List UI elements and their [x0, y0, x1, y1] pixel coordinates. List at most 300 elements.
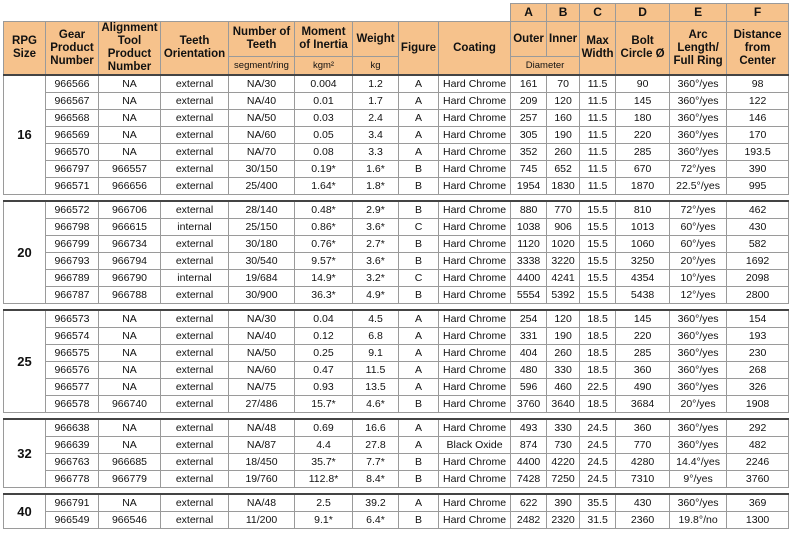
alignment-tool-cell: 966546 — [99, 512, 161, 529]
weight-cell: 7.7* — [353, 454, 399, 471]
max-width-cell: 15.5 — [580, 287, 616, 304]
figure-cell: B — [399, 161, 439, 178]
alignment-tool-cell: NA — [99, 110, 161, 127]
teeth-orientation-cell: external — [161, 471, 229, 488]
coating-cell: Hard Chrome — [439, 454, 511, 471]
coating-cell: Hard Chrome — [439, 144, 511, 161]
weight-cell: 2.7* — [353, 236, 399, 253]
max-width-cell: 11.5 — [580, 178, 616, 195]
rpg-size-cell: 40 — [4, 494, 46, 529]
alignment-tool-cell: NA — [99, 75, 161, 93]
moment-of-inertia-cell: 15.7* — [295, 396, 353, 413]
header-arc-length: Arc Length/ Full Ring — [670, 22, 727, 76]
inner-diameter-cell: 160 — [547, 110, 580, 127]
inner-diameter-cell: 330 — [547, 419, 580, 437]
moment-of-inertia-cell: 36.3* — [295, 287, 353, 304]
outer-diameter-cell: 1038 — [511, 219, 547, 236]
moment-of-inertia-cell: 0.48* — [295, 201, 353, 219]
inner-diameter-cell: 390 — [547, 494, 580, 512]
letter-c: C — [580, 4, 616, 22]
moment-of-inertia-cell: 0.76* — [295, 236, 353, 253]
figure-cell: B — [399, 201, 439, 219]
table-body — [4, 75, 789, 529]
alignment-tool-cell: 966734 — [99, 236, 161, 253]
alignment-tool-cell: 966788 — [99, 287, 161, 304]
table-row — [4, 253, 789, 270]
weight-cell: 3.3 — [353, 144, 399, 161]
outer-diameter-cell: 622 — [511, 494, 547, 512]
gear-product-cell: 966567 — [46, 93, 99, 110]
distance-center-cell: 1692 — [727, 253, 789, 270]
number-of-teeth-cell: NA/30 — [229, 310, 295, 328]
distance-center-cell: 193 — [727, 328, 789, 345]
weight-cell: 11.5 — [353, 362, 399, 379]
alignment-tool-cell: NA — [99, 419, 161, 437]
coating-cell: Hard Chrome — [439, 362, 511, 379]
outer-diameter-cell: 331 — [511, 328, 547, 345]
distance-center-cell: 154 — [727, 310, 789, 328]
max-width-cell: 35.5 — [580, 494, 616, 512]
gear-product-cell: 966639 — [46, 437, 99, 454]
table-row — [4, 127, 789, 144]
inner-diameter-cell: 70 — [547, 75, 580, 93]
arc-length-cell: 360°/yes — [670, 75, 727, 93]
alignment-tool-cell: NA — [99, 93, 161, 110]
coating-cell: Hard Chrome — [439, 219, 511, 236]
arc-length-cell: 360°/yes — [670, 110, 727, 127]
inner-diameter-cell: 190 — [547, 328, 580, 345]
distance-center-cell: 462 — [727, 201, 789, 219]
table-row — [4, 328, 789, 345]
moment-of-inertia-cell: 0.12 — [295, 328, 353, 345]
moment-of-inertia-cell: 0.01 — [295, 93, 353, 110]
moment-of-inertia-cell: 2.5 — [295, 494, 353, 512]
figure-cell: A — [399, 310, 439, 328]
table-row — [4, 494, 789, 512]
inner-diameter-cell: 7250 — [547, 471, 580, 488]
outer-diameter-cell: 209 — [511, 93, 547, 110]
table-row — [4, 287, 789, 304]
coating-cell: Hard Chrome — [439, 178, 511, 195]
coating-cell: Hard Chrome — [439, 328, 511, 345]
outer-diameter-cell: 1120 — [511, 236, 547, 253]
teeth-orientation-cell: external — [161, 310, 229, 328]
weight-cell: 9.1 — [353, 345, 399, 362]
outer-diameter-cell: 7428 — [511, 471, 547, 488]
figure-cell: A — [399, 110, 439, 127]
bolt-circle-cell: 145 — [616, 93, 670, 110]
weight-cell: 1.8* — [353, 178, 399, 195]
gear-product-cell: 966566 — [46, 75, 99, 93]
inner-diameter-cell: 2320 — [547, 512, 580, 529]
coating-cell: Hard Chrome — [439, 253, 511, 270]
coating-cell: Hard Chrome — [439, 127, 511, 144]
weight-cell: 1.6* — [353, 161, 399, 178]
outer-diameter-cell: 305 — [511, 127, 547, 144]
moment-of-inertia-cell: 0.08 — [295, 144, 353, 161]
bolt-circle-cell: 4354 — [616, 270, 670, 287]
weight-cell: 4.9* — [353, 287, 399, 304]
header-inner: Inner — [547, 22, 580, 57]
teeth-orientation-cell: external — [161, 379, 229, 396]
teeth-orientation-cell: external — [161, 75, 229, 93]
figure-cell: A — [399, 127, 439, 144]
table-row — [4, 437, 789, 454]
distance-center-cell: 292 — [727, 419, 789, 437]
bolt-circle-cell: 145 — [616, 310, 670, 328]
outer-diameter-cell: 596 — [511, 379, 547, 396]
number-of-teeth-cell: 30/900 — [229, 287, 295, 304]
inner-diameter-cell: 120 — [547, 310, 580, 328]
teeth-orientation-cell: external — [161, 345, 229, 362]
table-row — [4, 75, 789, 93]
letter-f: F — [727, 4, 789, 22]
distance-center-cell: 146 — [727, 110, 789, 127]
table-row — [4, 161, 789, 178]
bolt-circle-cell: 1870 — [616, 178, 670, 195]
teeth-orientation-cell: external — [161, 419, 229, 437]
weight-cell: 3.2* — [353, 270, 399, 287]
table-row — [4, 219, 789, 236]
outer-diameter-cell: 745 — [511, 161, 547, 178]
outer-diameter-cell: 161 — [511, 75, 547, 93]
gear-product-cell: 966763 — [46, 454, 99, 471]
coating-cell: Hard Chrome — [439, 93, 511, 110]
alignment-tool-cell: 966685 — [99, 454, 161, 471]
max-width-cell: 24.5 — [580, 471, 616, 488]
alignment-tool-cell: NA — [99, 345, 161, 362]
moment-of-inertia-cell: 0.04 — [295, 310, 353, 328]
figure-cell: A — [399, 362, 439, 379]
moment-of-inertia-cell: 0.25 — [295, 345, 353, 362]
outer-diameter-cell: 493 — [511, 419, 547, 437]
unit-moment: kgm² — [295, 57, 353, 75]
number-of-teeth-cell: NA/60 — [229, 127, 295, 144]
moment-of-inertia-cell: 0.03 — [295, 110, 353, 127]
table-row — [4, 396, 789, 413]
inner-diameter-cell: 5392 — [547, 287, 580, 304]
gear-product-cell: 966778 — [46, 471, 99, 488]
moment-of-inertia-cell: 0.93 — [295, 379, 353, 396]
header-alignment-tool: Alignment Tool Product Number — [99, 22, 161, 76]
table-row — [4, 93, 789, 110]
bolt-circle-cell: 90 — [616, 75, 670, 93]
bolt-circle-cell: 5438 — [616, 287, 670, 304]
moment-of-inertia-cell: 0.004 — [295, 75, 353, 93]
number-of-teeth-cell: 25/400 — [229, 178, 295, 195]
max-width-cell: 11.5 — [580, 75, 616, 93]
table-header — [4, 4, 789, 76]
header-weight: Weight — [353, 22, 399, 57]
max-width-cell: 18.5 — [580, 345, 616, 362]
number-of-teeth-cell: 19/760 — [229, 471, 295, 488]
alignment-tool-cell: NA — [99, 437, 161, 454]
moment-of-inertia-cell: 1.64* — [295, 178, 353, 195]
gear-product-cell: 966571 — [46, 178, 99, 195]
gear-product-cell: 966568 — [46, 110, 99, 127]
distance-center-cell: 1908 — [727, 396, 789, 413]
distance-center-cell: 995 — [727, 178, 789, 195]
teeth-orientation-cell: external — [161, 512, 229, 529]
alignment-tool-cell: 966790 — [99, 270, 161, 287]
inner-diameter-cell: 460 — [547, 379, 580, 396]
distance-center-cell: 430 — [727, 219, 789, 236]
max-width-cell: 18.5 — [580, 310, 616, 328]
weight-cell: 3.6* — [353, 253, 399, 270]
arc-length-cell: 60°/yes — [670, 236, 727, 253]
outer-diameter-cell: 257 — [511, 110, 547, 127]
figure-cell: B — [399, 178, 439, 195]
alignment-tool-cell: 966656 — [99, 178, 161, 195]
teeth-orientation-cell: internal — [161, 270, 229, 287]
inner-diameter-cell: 4220 — [547, 454, 580, 471]
coating-cell: Hard Chrome — [439, 396, 511, 413]
gear-product-cell: 966798 — [46, 219, 99, 236]
coating-cell: Hard Chrome — [439, 345, 511, 362]
number-of-teeth-cell: NA/60 — [229, 362, 295, 379]
weight-cell: 13.5 — [353, 379, 399, 396]
coating-cell: Hard Chrome — [439, 110, 511, 127]
max-width-cell: 24.5 — [580, 454, 616, 471]
teeth-orientation-cell: external — [161, 201, 229, 219]
moment-of-inertia-cell: 0.86* — [295, 219, 353, 236]
number-of-teeth-cell: 30/540 — [229, 253, 295, 270]
weight-cell: 2.9* — [353, 201, 399, 219]
alignment-tool-cell: 966615 — [99, 219, 161, 236]
table-row — [4, 419, 789, 437]
outer-diameter-cell: 3338 — [511, 253, 547, 270]
number-of-teeth-cell: 19/684 — [229, 270, 295, 287]
arc-length-cell: 360°/yes — [670, 310, 727, 328]
bolt-circle-cell: 360 — [616, 419, 670, 437]
bolt-circle-cell: 670 — [616, 161, 670, 178]
alignment-tool-cell: NA — [99, 328, 161, 345]
alignment-tool-cell: 966740 — [99, 396, 161, 413]
arc-length-cell: 360°/yes — [670, 345, 727, 362]
coating-cell: Hard Chrome — [439, 201, 511, 219]
arc-length-cell: 360°/yes — [670, 437, 727, 454]
inner-diameter-cell: 120 — [547, 93, 580, 110]
header-spacer — [4, 4, 511, 22]
figure-cell: B — [399, 253, 439, 270]
figure-cell: B — [399, 396, 439, 413]
outer-diameter-cell: 2482 — [511, 512, 547, 529]
distance-center-cell: 2098 — [727, 270, 789, 287]
bolt-circle-cell: 285 — [616, 144, 670, 161]
teeth-orientation-cell: external — [161, 494, 229, 512]
table-row — [4, 144, 789, 161]
inner-diameter-cell: 3640 — [547, 396, 580, 413]
alignment-tool-cell: NA — [99, 494, 161, 512]
outer-diameter-cell: 5554 — [511, 287, 547, 304]
number-of-teeth-cell: 30/180 — [229, 236, 295, 253]
header-bolt-circle: Bolt Circle Ø — [616, 22, 670, 76]
coating-cell: Hard Chrome — [439, 512, 511, 529]
unit-diameter: Diameter — [511, 57, 580, 75]
moment-of-inertia-cell: 4.4 — [295, 437, 353, 454]
inner-diameter-cell: 260 — [547, 345, 580, 362]
inner-diameter-cell: 730 — [547, 437, 580, 454]
header-rpg-size: RPG Size — [4, 22, 46, 76]
inner-diameter-cell: 770 — [547, 201, 580, 219]
arc-length-cell: 360°/yes — [670, 93, 727, 110]
arc-length-cell: 60°/yes — [670, 219, 727, 236]
alignment-tool-cell: NA — [99, 127, 161, 144]
number-of-teeth-cell: 11/200 — [229, 512, 295, 529]
alignment-tool-cell: 966794 — [99, 253, 161, 270]
figure-cell: C — [399, 270, 439, 287]
bolt-circle-cell: 285 — [616, 345, 670, 362]
max-width-cell: 11.5 — [580, 110, 616, 127]
weight-cell: 27.8 — [353, 437, 399, 454]
table-row — [4, 270, 789, 287]
number-of-teeth-cell: NA/50 — [229, 345, 295, 362]
number-of-teeth-cell: NA/48 — [229, 419, 295, 437]
arc-length-cell: 20°/yes — [670, 396, 727, 413]
header-moment-of-inertia: Moment of Inertia — [295, 22, 353, 57]
figure-cell: B — [399, 236, 439, 253]
gear-product-cell: 966787 — [46, 287, 99, 304]
figure-cell: A — [399, 345, 439, 362]
unit-number-of-teeth: segment/ring — [229, 57, 295, 75]
bolt-circle-cell: 1013 — [616, 219, 670, 236]
distance-center-cell: 482 — [727, 437, 789, 454]
table-row — [4, 512, 789, 529]
gear-product-cell: 966791 — [46, 494, 99, 512]
figure-cell: A — [399, 93, 439, 110]
distance-center-cell: 98 — [727, 75, 789, 93]
outer-diameter-cell: 880 — [511, 201, 547, 219]
figure-cell: B — [399, 471, 439, 488]
gear-product-cell: 966577 — [46, 379, 99, 396]
distance-center-cell: 2246 — [727, 454, 789, 471]
weight-cell: 4.5 — [353, 310, 399, 328]
header-coating: Coating — [439, 22, 511, 76]
letter-row — [4, 4, 789, 22]
alignment-tool-cell: NA — [99, 144, 161, 161]
bolt-circle-cell: 3684 — [616, 396, 670, 413]
teeth-orientation-cell: external — [161, 178, 229, 195]
figure-cell: C — [399, 219, 439, 236]
arc-length-cell: 14.4°/yes — [670, 454, 727, 471]
outer-diameter-cell: 480 — [511, 362, 547, 379]
max-width-cell: 24.5 — [580, 419, 616, 437]
number-of-teeth-cell: 28/140 — [229, 201, 295, 219]
max-width-cell: 22.5 — [580, 379, 616, 396]
table-row — [4, 201, 789, 219]
max-width-cell: 18.5 — [580, 328, 616, 345]
coating-cell: Hard Chrome — [439, 270, 511, 287]
outer-diameter-cell: 404 — [511, 345, 547, 362]
distance-center-cell: 2800 — [727, 287, 789, 304]
weight-cell: 8.4* — [353, 471, 399, 488]
max-width-cell: 15.5 — [580, 219, 616, 236]
max-width-cell: 11.5 — [580, 93, 616, 110]
weight-cell: 1.7 — [353, 93, 399, 110]
alignment-tool-cell: 966557 — [99, 161, 161, 178]
distance-center-cell: 326 — [727, 379, 789, 396]
table-row — [4, 110, 789, 127]
moment-of-inertia-cell: 35.7* — [295, 454, 353, 471]
weight-cell: 3.6* — [353, 219, 399, 236]
table-row — [4, 345, 789, 362]
max-width-cell: 15.5 — [580, 236, 616, 253]
outer-diameter-cell: 874 — [511, 437, 547, 454]
alignment-tool-cell: 966779 — [99, 471, 161, 488]
max-width-cell: 31.5 — [580, 512, 616, 529]
gear-product-cell: 966789 — [46, 270, 99, 287]
arc-length-cell: 22.5°/yes — [670, 178, 727, 195]
teeth-orientation-cell: internal — [161, 219, 229, 236]
distance-center-cell: 170 — [727, 127, 789, 144]
number-of-teeth-cell: NA/50 — [229, 110, 295, 127]
bolt-circle-cell: 4280 — [616, 454, 670, 471]
coating-cell: Hard Chrome — [439, 236, 511, 253]
moment-of-inertia-cell: 112.8* — [295, 471, 353, 488]
outer-diameter-cell: 3760 — [511, 396, 547, 413]
header-max-width: Max Width — [580, 22, 616, 76]
distance-center-cell: 369 — [727, 494, 789, 512]
inner-diameter-cell: 260 — [547, 144, 580, 161]
distance-center-cell: 268 — [727, 362, 789, 379]
rpg-size-cell: 32 — [4, 419, 46, 488]
max-width-cell: 11.5 — [580, 127, 616, 144]
bolt-circle-cell: 360 — [616, 362, 670, 379]
table-row — [4, 471, 789, 488]
arc-length-cell: 360°/yes — [670, 494, 727, 512]
coating-cell: Hard Chrome — [439, 75, 511, 93]
number-of-teeth-cell: NA/87 — [229, 437, 295, 454]
distance-center-cell: 582 — [727, 236, 789, 253]
bolt-circle-cell: 220 — [616, 328, 670, 345]
alignment-tool-cell: NA — [99, 310, 161, 328]
distance-center-cell: 390 — [727, 161, 789, 178]
coating-cell: Hard Chrome — [439, 310, 511, 328]
number-of-teeth-cell: NA/30 — [229, 75, 295, 93]
header-row-main — [4, 22, 789, 57]
gear-product-cell: 966573 — [46, 310, 99, 328]
header-number-of-teeth: Number of Teeth — [229, 22, 295, 57]
figure-cell: A — [399, 494, 439, 512]
weight-cell: 4.6* — [353, 396, 399, 413]
coating-cell: Hard Chrome — [439, 287, 511, 304]
inner-diameter-cell: 190 — [547, 127, 580, 144]
arc-length-cell: 360°/yes — [670, 328, 727, 345]
teeth-orientation-cell: external — [161, 253, 229, 270]
distance-center-cell: 122 — [727, 93, 789, 110]
gear-product-cell: 966572 — [46, 201, 99, 219]
letter-a: A — [511, 4, 547, 22]
table-row — [4, 379, 789, 396]
gear-product-cell: 966575 — [46, 345, 99, 362]
inner-diameter-cell: 906 — [547, 219, 580, 236]
number-of-teeth-cell: 30/150 — [229, 161, 295, 178]
gear-product-cell: 966797 — [46, 161, 99, 178]
teeth-orientation-cell: external — [161, 362, 229, 379]
coating-cell: Hard Chrome — [439, 161, 511, 178]
moment-of-inertia-cell: 0.19* — [295, 161, 353, 178]
table-row — [4, 362, 789, 379]
gear-product-cell: 966570 — [46, 144, 99, 161]
number-of-teeth-cell: 25/150 — [229, 219, 295, 236]
outer-diameter-cell: 254 — [511, 310, 547, 328]
weight-cell: 6.8 — [353, 328, 399, 345]
table-row — [4, 236, 789, 253]
header-gear-product: Gear Product Number — [46, 22, 99, 76]
arc-length-cell: 72°/yes — [670, 161, 727, 178]
weight-cell: 3.4 — [353, 127, 399, 144]
bolt-circle-cell: 220 — [616, 127, 670, 144]
